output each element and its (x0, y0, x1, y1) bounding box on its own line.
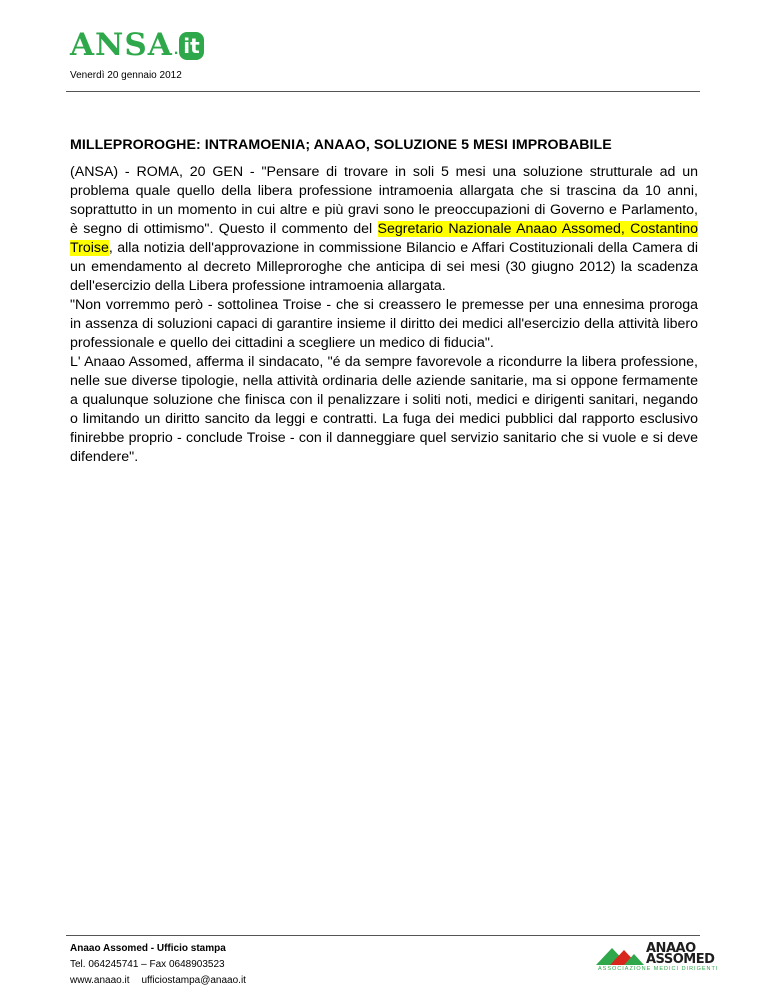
article-paragraph-3: L' Anaao Assomed, afferma il sindacato, "é da sempre favorevole a ricondurre la libera professione, nelle sue diverse tipologie, nella attività ordinaria delle aziende sanitarie, ma si oppone fermamente a qualunque soluzione che finisca con il penalizzare i soliti noti, medici e dirigenti sanitari, negando o limitando un diritto sancito da leggi e contratti. La fuga dei medici pubblici dal rapporto esclusivo finirebbe proprio - conclude Troise - con il danneggiare quel servizio sanitario che si vuole e si deve difendere". (70, 354, 698, 465)
article-paragraph-1 (70, 163, 698, 296)
ansa-logo-text: ANSA (70, 27, 173, 63)
highlighted-name: Segretario Nazionale Anaao Assomed, Costantino Troise (70, 221, 698, 256)
article-paragraph-2: "Non vorremmo però - sottolinea Troise - che si creassero le premesse per una ennesima proroga in assenza di soluzioni capaci di garantire insieme il diritto dei medici all'esercizio della attività libero professionale e quello dei cittadini a scegliere un medico di fiducia". (70, 297, 698, 351)
footer-email[interactable]: ufficiostampa@anaao.it (141, 975, 246, 986)
footer-phone: Tel. 064245741 – Fax 0648903523 (70, 959, 225, 970)
anaao-roof-icon (594, 944, 646, 966)
article-body (70, 163, 698, 467)
header-divider (66, 91, 700, 92)
article-headline: MILLEPROROGHE: INTRAMOENIA; ANAAO, SOLUZIONE 5 MESI IMPROBABILE (70, 137, 612, 153)
ansa-logo (70, 27, 204, 63)
anaao-logo-line1: ANAAO (646, 941, 696, 956)
ansa-logo-dot: . (173, 41, 179, 58)
anaao-logo-subtitle: ASSOCIAZIONE MEDICI DIRIGENTI (598, 966, 719, 972)
footer-contact (70, 941, 246, 989)
footer-website[interactable]: www.anaao.it (70, 975, 130, 986)
publication-date: Venerdì 20 gennaio 2012 (70, 70, 182, 81)
anaao-logo (594, 941, 719, 972)
footer-divider (66, 935, 700, 936)
paragraph-1-text-start: (ANSA) - ROMA, 20 GEN - "Pensare di trovare in soli 5 mesi una soluzione strutturale ad un problema quale quello della libera professione intramoenia allargata che si trascina da 10 anni, soprattutto in un momento in cui altre e più gravi sono le preoccupazioni di Governo e Parlamento, è segno di ottimismo". Questo il commento del (70, 164, 698, 237)
paragraph-1-text-end: , alla notizia dell'approvazione in commissione Bilancio e Affari Costituzionali della Camera di un emendamento al decreto Milleproroghe che anticipa di sei mesi (30 giugno 2012) la scadenza dell'esercizio della Libera professione intramoenia allargata. (70, 240, 698, 294)
anaao-logo-line2: ASSOMED (646, 952, 715, 967)
ansa-logo-badge: it (179, 32, 203, 60)
footer-org: Anaao Assomed - Ufficio stampa (70, 943, 226, 954)
